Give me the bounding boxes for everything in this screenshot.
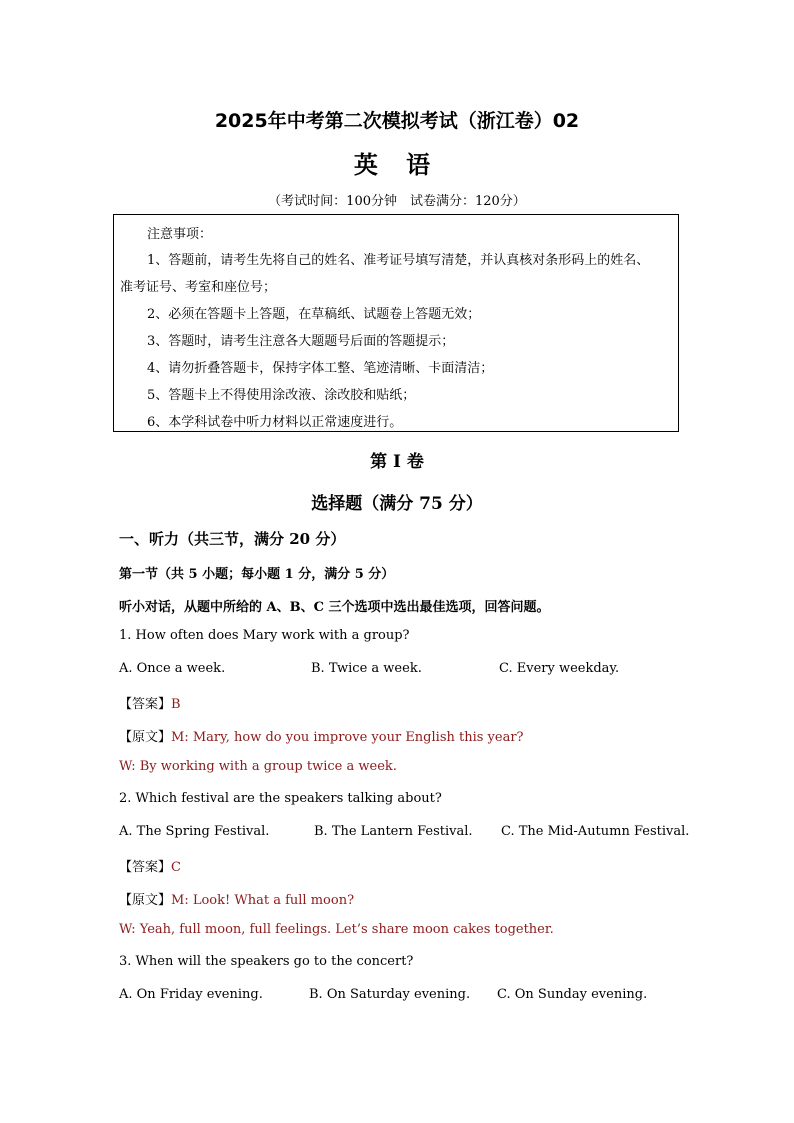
source-line (119, 726, 524, 745)
notice-item: 准考证号、考室和座位号； (120, 280, 277, 295)
notice-box (113, 214, 679, 432)
notice-item: 3、答题时，请考生注意各大题题号后面的答题提示； (147, 334, 455, 349)
source-w-text: W: Yeah, full moon, full feelings. Let’s share moon cakes together. (119, 922, 554, 937)
notice-item: 4、请勿折叠答题卡，保持字体工整、笔迹清晰、卡面清洁； (147, 361, 494, 376)
option-c: C. Every weekday. (499, 661, 620, 676)
question-stem: 2. Which festival are the speakers talking about? (119, 791, 442, 806)
answer-value: B (171, 697, 181, 712)
question-stem: 1. How often does Mary work with a group? (119, 628, 410, 643)
question-stem: 3. When will the speakers go to the concert? (119, 954, 414, 969)
source-w-text: W: By working with a group twice a week. (119, 759, 397, 774)
option-a: A. The Spring Festival. (119, 824, 270, 839)
section-heading: 选择题（满分 75 分） (311, 494, 483, 514)
exam-title: 2025年中考第二次模拟考试（浙江卷）02 (214, 110, 580, 132)
option-a: A. On Friday evening. (119, 987, 263, 1002)
source-m-text: M: Look! What a full moon? (171, 893, 355, 908)
source-line (119, 889, 354, 908)
notice-item: 6、本学科试卷中听力材料以正常速度进行。 (147, 415, 403, 430)
subject-title: 英 语 (353, 151, 441, 179)
part-heading: 一、听力（共三节，满分 20 分） (119, 530, 346, 548)
notice-item: 1、答题前，请考生先将自己的姓名、准考证号填写清楚，并认真核对条形码上的姓名、 (147, 253, 650, 268)
option-a: A. Once a week. (119, 661, 226, 676)
answer-value: C (171, 860, 181, 875)
option-c: C. The Mid-Autumn Festival. (501, 824, 690, 839)
instruction-text: 听小对话，从题中所给的 A、B、C 三个选项中选出最佳选项，回答问题。 (119, 600, 550, 615)
subsection-heading: 第一节（共 5 小题；每小题 1 分，满分 5 分） (119, 567, 395, 582)
answer-label: 【答案】 (119, 697, 172, 712)
answer-line (119, 856, 181, 875)
option-b: B. On Saturday evening. (309, 987, 471, 1002)
answer-line (119, 693, 181, 712)
source-label: 【原文】 (119, 893, 172, 908)
option-b: B. The Lantern Festival. (314, 824, 473, 839)
source-m-text: M: Mary, how do you improve your English this year? (171, 730, 524, 745)
option-b: B. Twice a week. (311, 661, 422, 676)
notice-heading: 注意事项： (147, 227, 213, 242)
source-label: 【原文】 (119, 730, 172, 745)
notice-item: 2、必须在答题卡上答题，在草稿纸、试题卷上答题无效； (147, 307, 481, 322)
exam-info: （考试时间：100分钟 试卷满分：120分） (268, 194, 526, 209)
option-c: C. On Sunday evening. (497, 987, 648, 1002)
answer-label: 【答案】 (119, 860, 172, 875)
volume-heading: 第 I 卷 (370, 452, 424, 472)
notice-item: 5、答题卡上不得使用涂改液、涂改胶和贴纸； (147, 388, 416, 403)
